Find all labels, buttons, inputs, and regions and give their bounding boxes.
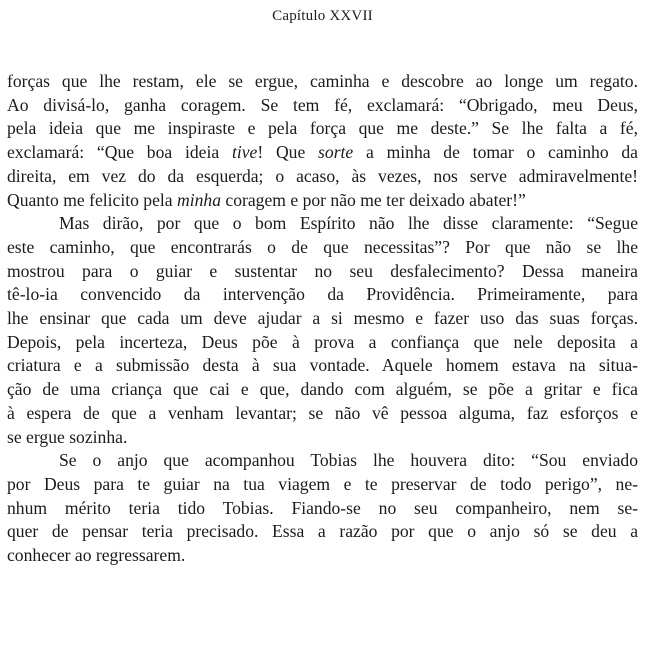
paragraph	[7, 449, 638, 568]
text-run: mostrou para o guiar e sustentar no seu desfalecimento? Dessa maneira	[7, 260, 638, 281]
text-run: Depois, pela incerteza, Deus põe à prova a confiança que nele deposita a	[7, 331, 638, 352]
text-run: Quanto me felicito pela	[7, 189, 178, 210]
text-run: exclamará: “Que boa ideia	[7, 142, 232, 163]
text-line	[7, 544, 638, 568]
text-line	[7, 141, 638, 165]
text-run: Se o anjo que acompanhou Tobias lhe houvera dito: “Sou enviado	[59, 450, 638, 471]
text-line	[7, 497, 638, 521]
text-run: se ergue sozinha.	[7, 426, 128, 447]
text-line	[7, 260, 638, 284]
text-run: pela ideia que me inspiraste e pela força que me deste.” Se lhe falta a fé,	[7, 118, 638, 139]
text-line	[7, 94, 638, 118]
paragraph	[7, 70, 638, 212]
italic-word: tive	[231, 142, 258, 163]
text-line	[7, 331, 638, 355]
text-line	[7, 449, 638, 473]
text-line	[7, 378, 638, 402]
text-run: ! Que	[257, 142, 319, 163]
running-header: Capítulo XXVII	[272, 8, 373, 24]
text-run: direita, em vez do da esquerda; o acaso, às vezes, nos serve admiravelmente!	[7, 165, 638, 186]
text-run: Ao divisá-lo, ganha coragem. Se tem fé, exclamará: “Obrigado, meu Deus,	[7, 94, 638, 115]
body-text	[7, 70, 638, 568]
text-line	[7, 426, 638, 450]
italic-word: sorte	[318, 142, 354, 163]
text-run: quer de pensar teria precisado. Essa a razão por que o anjo só se deu a	[7, 521, 638, 542]
text-run: este caminho, que encontrarás o de que necessitas”? Por que não se lhe	[7, 236, 638, 257]
text-line	[7, 520, 638, 544]
text-line	[7, 117, 638, 141]
text-line	[7, 212, 638, 236]
italic-word: minha	[177, 189, 221, 210]
text-run: ção de uma criança que cai e que, dando com alguém, se põe a gritar e fica	[7, 379, 638, 400]
text-line	[7, 473, 638, 497]
text-line	[7, 189, 638, 213]
text-line	[7, 236, 638, 260]
text-run: a minha de tomar o caminho da	[353, 142, 638, 163]
paragraph	[7, 212, 638, 449]
text-run: criatura e a submissão desta à sua vontade. Aquele homem estava na situa-	[7, 355, 638, 376]
text-line	[7, 307, 638, 331]
text-line	[7, 70, 638, 94]
text-run: por Deus para te guiar na tua viagem e te preservar de todo perigo”, ne-	[7, 473, 638, 494]
text-line	[7, 402, 638, 426]
text-line	[7, 283, 638, 307]
text-run: nhum mérito teria tido Tobias. Fiando-se no seu companheiro, nem se-	[7, 497, 638, 518]
text-line	[7, 354, 638, 378]
text-run: conhecer ao regressarem.	[7, 545, 186, 566]
text-run: coragem e por não me ter deixado abater!”	[221, 189, 526, 210]
text-run: forças que lhe restam, ele se ergue, caminha e descobre ao longe um regato.	[7, 71, 638, 91]
text-run: lhe ensinar que cada um deve ajudar a si mesmo e fazer uso das suas forças.	[7, 308, 638, 329]
text-run: à espera de que a venham levantar; se não vê pessoa alguma, faz esforços e	[7, 402, 638, 423]
text-line	[7, 165, 638, 189]
text-run: Mas dirão, por que o bom Espírito não lhe disse claramente: “Segue	[59, 213, 638, 234]
text-run: tê-lo-ia convencido da intervenção da Providência. Primeiramente, para	[7, 284, 638, 305]
